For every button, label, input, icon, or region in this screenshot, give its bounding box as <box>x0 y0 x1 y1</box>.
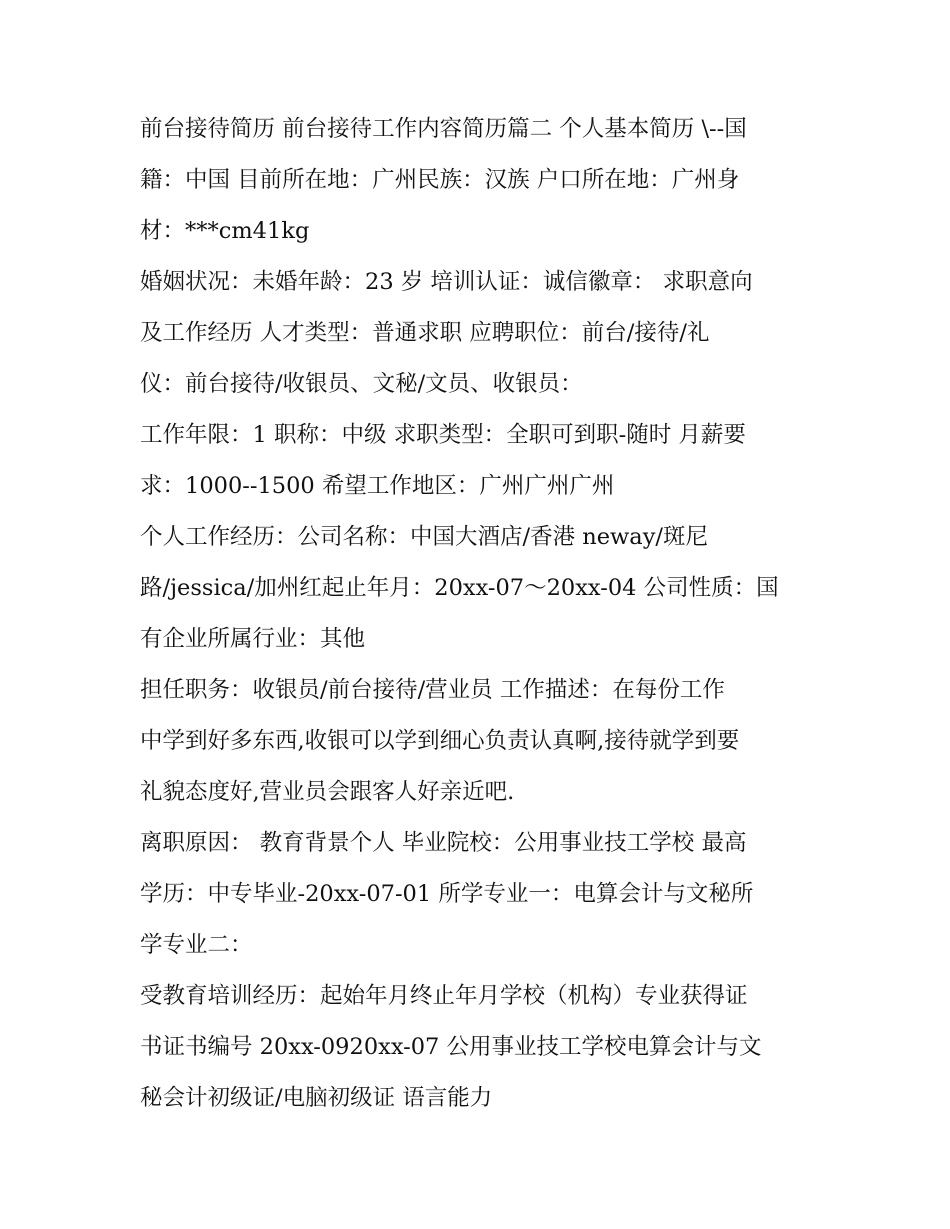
text-line-15: 离职原因： 教育背景个人 毕业院校：公用事业技工学校 最高 <box>140 830 747 856</box>
text-line-3: 材：***cm41kg <box>140 218 310 244</box>
text-line-2: 籍：中国 目前所在地：广州民族：汉族 户口所在地：广州身 <box>140 167 740 193</box>
text-line-7: 工作年限：1 职称：中级 求职类型：全职可到职-随时 月薪要 <box>140 422 746 448</box>
text-line-20: 秘会计初级证/电脑初级证 语言能力 <box>140 1085 493 1111</box>
text-line-12: 担任职务：收银员/前台接待/营业员 工作描述：在每份工作 <box>140 677 725 703</box>
text-line-19: 书证书编号 20xx-0920xx-07 公用事业技工学校电算会计与文 <box>140 1034 762 1060</box>
text-line-18: 受教育培训经历：起始年月终止年月学校（机构）专业获得证 <box>140 983 748 1009</box>
text-line-4: 婚姻状况：未婚年龄：23 岁 培训认证：诚信徽章： 求职意向 <box>140 269 753 295</box>
text-line-17: 学专业二： <box>140 932 253 958</box>
text-line-9: 个人工作经历：公司名称：中国大酒店/香港 neway/斑尼 <box>140 524 709 550</box>
text-line-10: 路/jessica/加州红起止年月：20xx-07～20xx-04 公司性质：国 <box>140 575 779 601</box>
text-line-16: 学历：中专毕业-20xx-07-01 所学专业一：电算会计与文秘所 <box>140 881 754 907</box>
text-line-6: 仪：前台接待/收银员、文秘/文员、收银员： <box>140 371 583 397</box>
text-line-5: 及工作经历 人才类型：普通求职 应聘职位：前台/接待/礼 <box>140 320 710 346</box>
text-line-1: 前台接待简历 前台接待工作内容简历篇二 个人基本简历 \--国 <box>140 116 747 142</box>
text-line-14: 礼貌态度好,营业员会跟客人好亲近吧. <box>140 779 515 805</box>
resume-text-body <box>140 104 820 1124</box>
text-line-11: 有企业所属行业：其他 <box>140 626 366 652</box>
text-line-13: 中学到好多东西,收银可以学到细心负责认真啊,接待就学到要 <box>140 728 740 754</box>
text-line-8: 求：1000--1500 希望工作地区：广州广州广州 <box>140 473 615 499</box>
